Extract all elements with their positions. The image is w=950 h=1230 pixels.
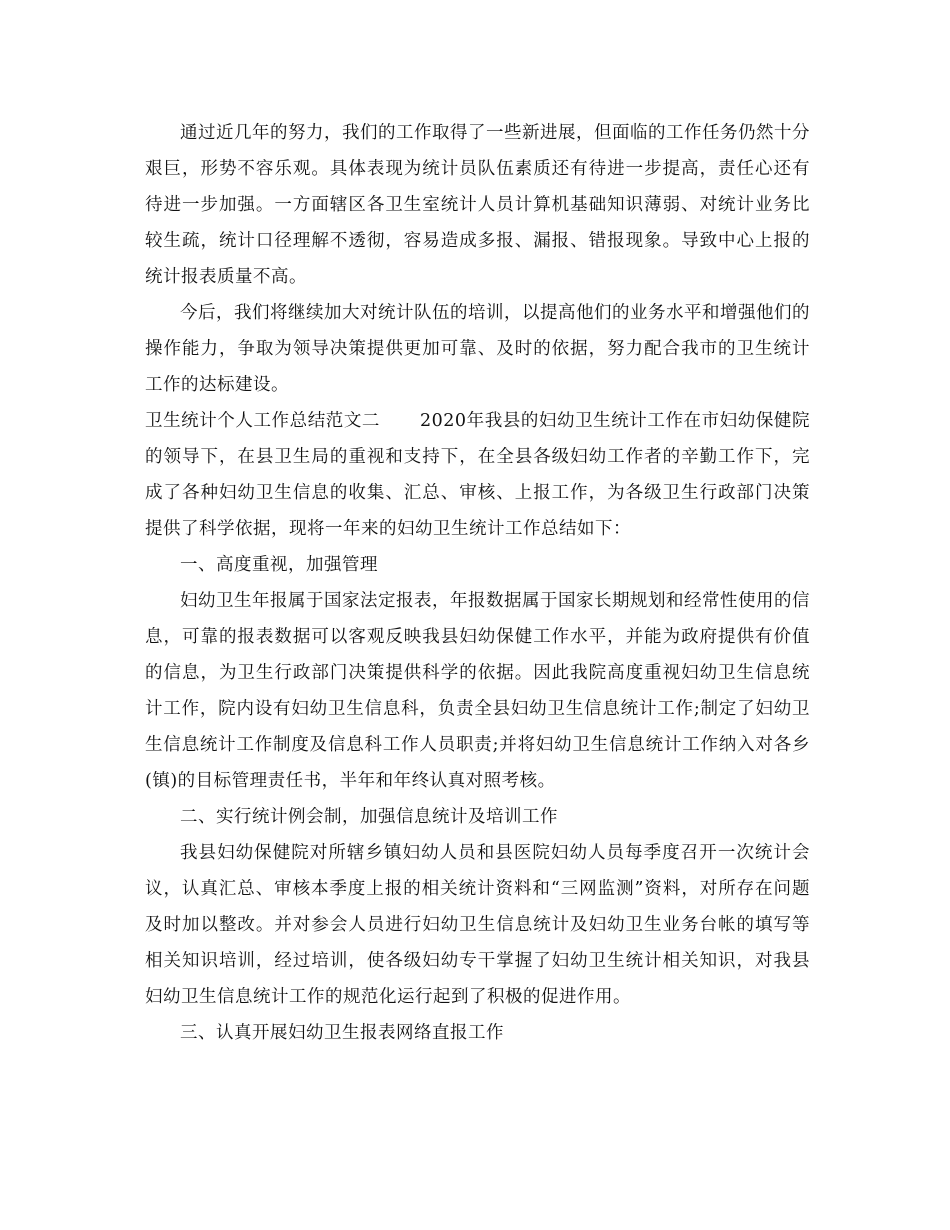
section-heading-2: 二、实行统计例会制，加强信息统计及培训工作	[180, 807, 558, 827]
paragraph-sample-two	[145, 403, 810, 547]
sample-two-title: 卫生统计个人工作总结范文二	[145, 411, 380, 431]
section-heading-1: 一、高度重视，加强管理	[180, 555, 378, 575]
paragraph-progress-issues: 通过近几年的努力，我们的工作取得了一些新进展，但面临的工作任务仍然十分艰巨，形势不容乐观。具体表现为统计员队伍素质还有待进一步提高，责任心还有待进一步加强。一方面辖区各卫生室统计人员计算机基础知识薄弱、对统计业务比较生疏，统计口径理解不透彻，容易造成多报、漏报、错报现象。导致中心上报的统计报表质量不高。	[145, 123, 810, 287]
paragraph-statistics-meetings: 我县妇幼保健院对所辖乡镇妇幼人员和县医院妇幼人员每季度召开一次统计会议，认真汇总、审核本季度上报的相关统计资料和“三网监测”资料，对所存在问题及时加以整改。并对参会人员进行妇幼卫生信息统计及妇幼卫生业务台帐的填写等相关知识培训，经过培训，使各级妇幼专干掌握了妇幼卫生统计相关知识，对我县妇幼卫生信息统计工作的规范化运行起到了积极的促进作用。	[145, 843, 810, 1007]
section-heading-3: 三、认真开展妇幼卫生报表网络直报工作	[180, 1023, 504, 1043]
paragraph-annual-report: 妇幼卫生年报属于国家法定报表，年报数据属于国家长期规划和经常性使用的信息，可靠的报表数据可以客观反映我县妇幼保健工作水平，并能为政府提供有价值的信息，为卫生行政部门决策提供科学的依据。因此我院高度重视妇幼卫生信息统计工作，院内设有妇幼卫生信息科，负责全县妇幼卫生信息统计工作;制定了妇幼卫生信息统计工作制度及信息科工作人员职责;并将妇幼卫生信息统计工作纳入对各乡(镇)的目标管理责任书，半年和年终认真对照考核。	[145, 591, 810, 791]
sample-two-intro: 2020年我县的妇幼卫生统计工作在市妇幼保健院的领导下，在县卫生局的重视和支持下，在全县各级妇幼工作者的辛勤工作下，完成了各种妇幼卫生信息的收集、汇总、审核、上报工作，为各级卫生行政部门决策提供了科学依据，现将一年来的妇幼卫生统计工作总结如下：	[145, 411, 810, 539]
paragraph-future-plans: 今后，我们将继续加大对统计队伍的培训，以提高他们的业务水平和增强他们的操作能力，争取为领导决策提供更加可靠、及时的依据，努力配合我市的卫生统计工作的达标建设。	[145, 303, 810, 395]
